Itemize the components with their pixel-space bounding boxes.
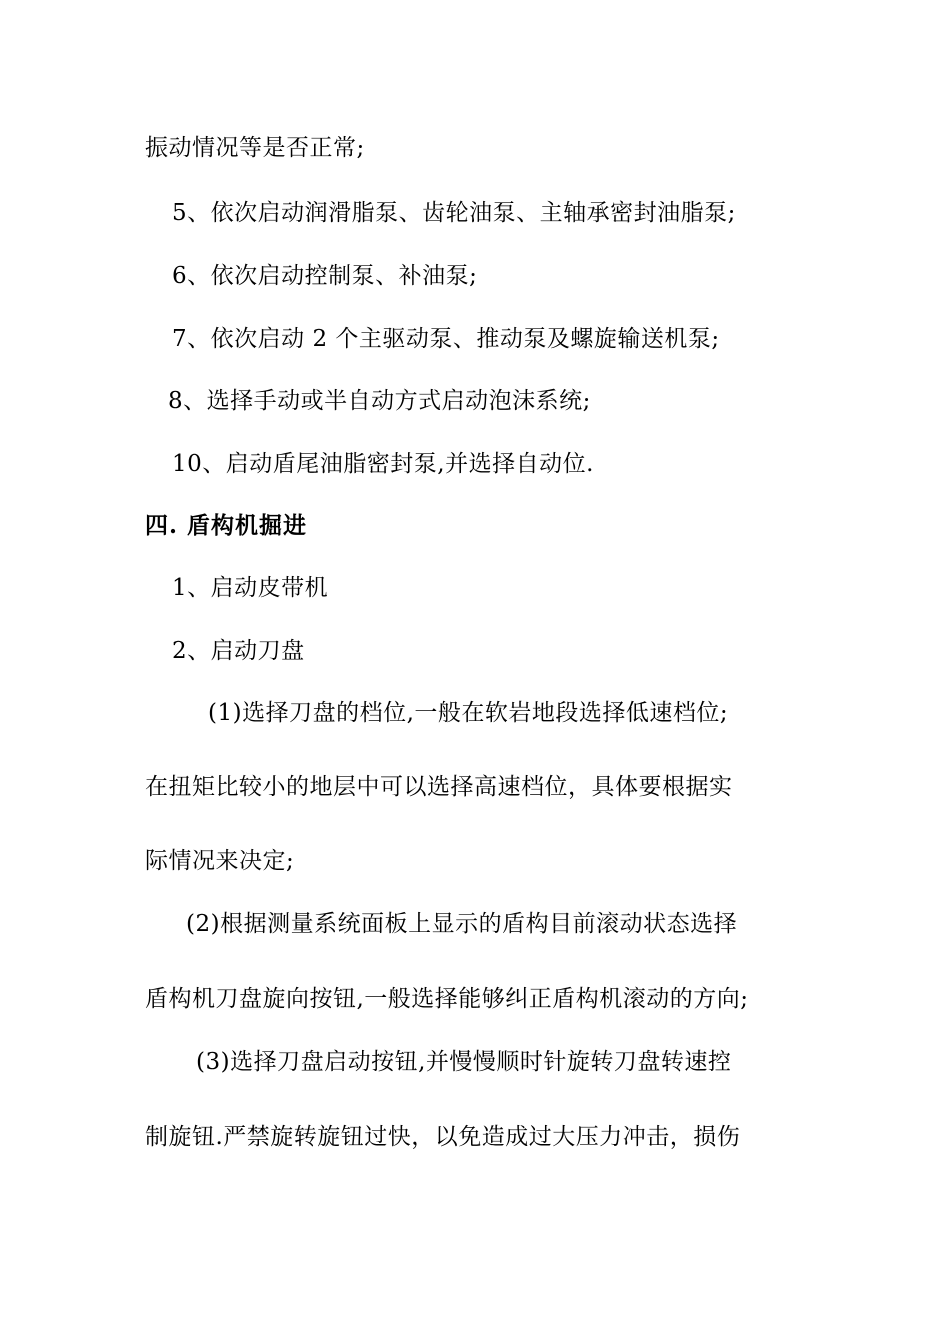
list-item-step-5: 5、依次启动润滑脂泵、齿轮油泵、主轴承密封油脂泵; <box>172 200 736 226</box>
sub-item-2-continuation: 盾构机刀盘旋向按钮,一般选择能够纠正盾构机滚动的方向; <box>145 986 749 1012</box>
sub-item-2: (2)根据测量系统面板上显示的盾构目前滚动状态选择 <box>186 911 738 937</box>
list-item-step-2: 2、启动刀盘 <box>172 638 305 664</box>
sub-item-3: (3)选择刀盘启动按钮,并慢慢顺时针旋转刀盘转速控 <box>196 1049 732 1075</box>
sub-item-3-continuation: 制旋钮.严禁旋转旋钮过快，以免造成过大压力冲击，损伤 <box>145 1124 741 1150</box>
sub-item-1-continuation: 在扭矩比较小的地层中可以选择高速档位，具体要根据实 <box>145 774 733 800</box>
list-item-step-8: 8、选择手动或半自动方式启动泡沫系统; <box>168 388 591 414</box>
list-item-step-10: 10、启动盾尾油脂密封泵,并选择自动位. <box>172 451 594 477</box>
sub-item-1-continuation: 际情况来决定; <box>145 848 295 874</box>
body-text-line: 振动情况等是否正常; <box>145 135 365 161</box>
sub-item-1: (1)选择刀盘的档位,一般在软岩地段选择低速档位; <box>208 700 729 726</box>
list-item-step-1: 1、启动皮带机 <box>172 575 329 601</box>
list-item-step-6: 6、依次启动控制泵、补油泵; <box>172 263 478 289</box>
list-item-step-7: 7、依次启动 2 个主驱动泵、推动泵及螺旋输送机泵; <box>172 326 720 352</box>
section-heading: 四. 盾构机掘进 <box>145 512 308 539</box>
